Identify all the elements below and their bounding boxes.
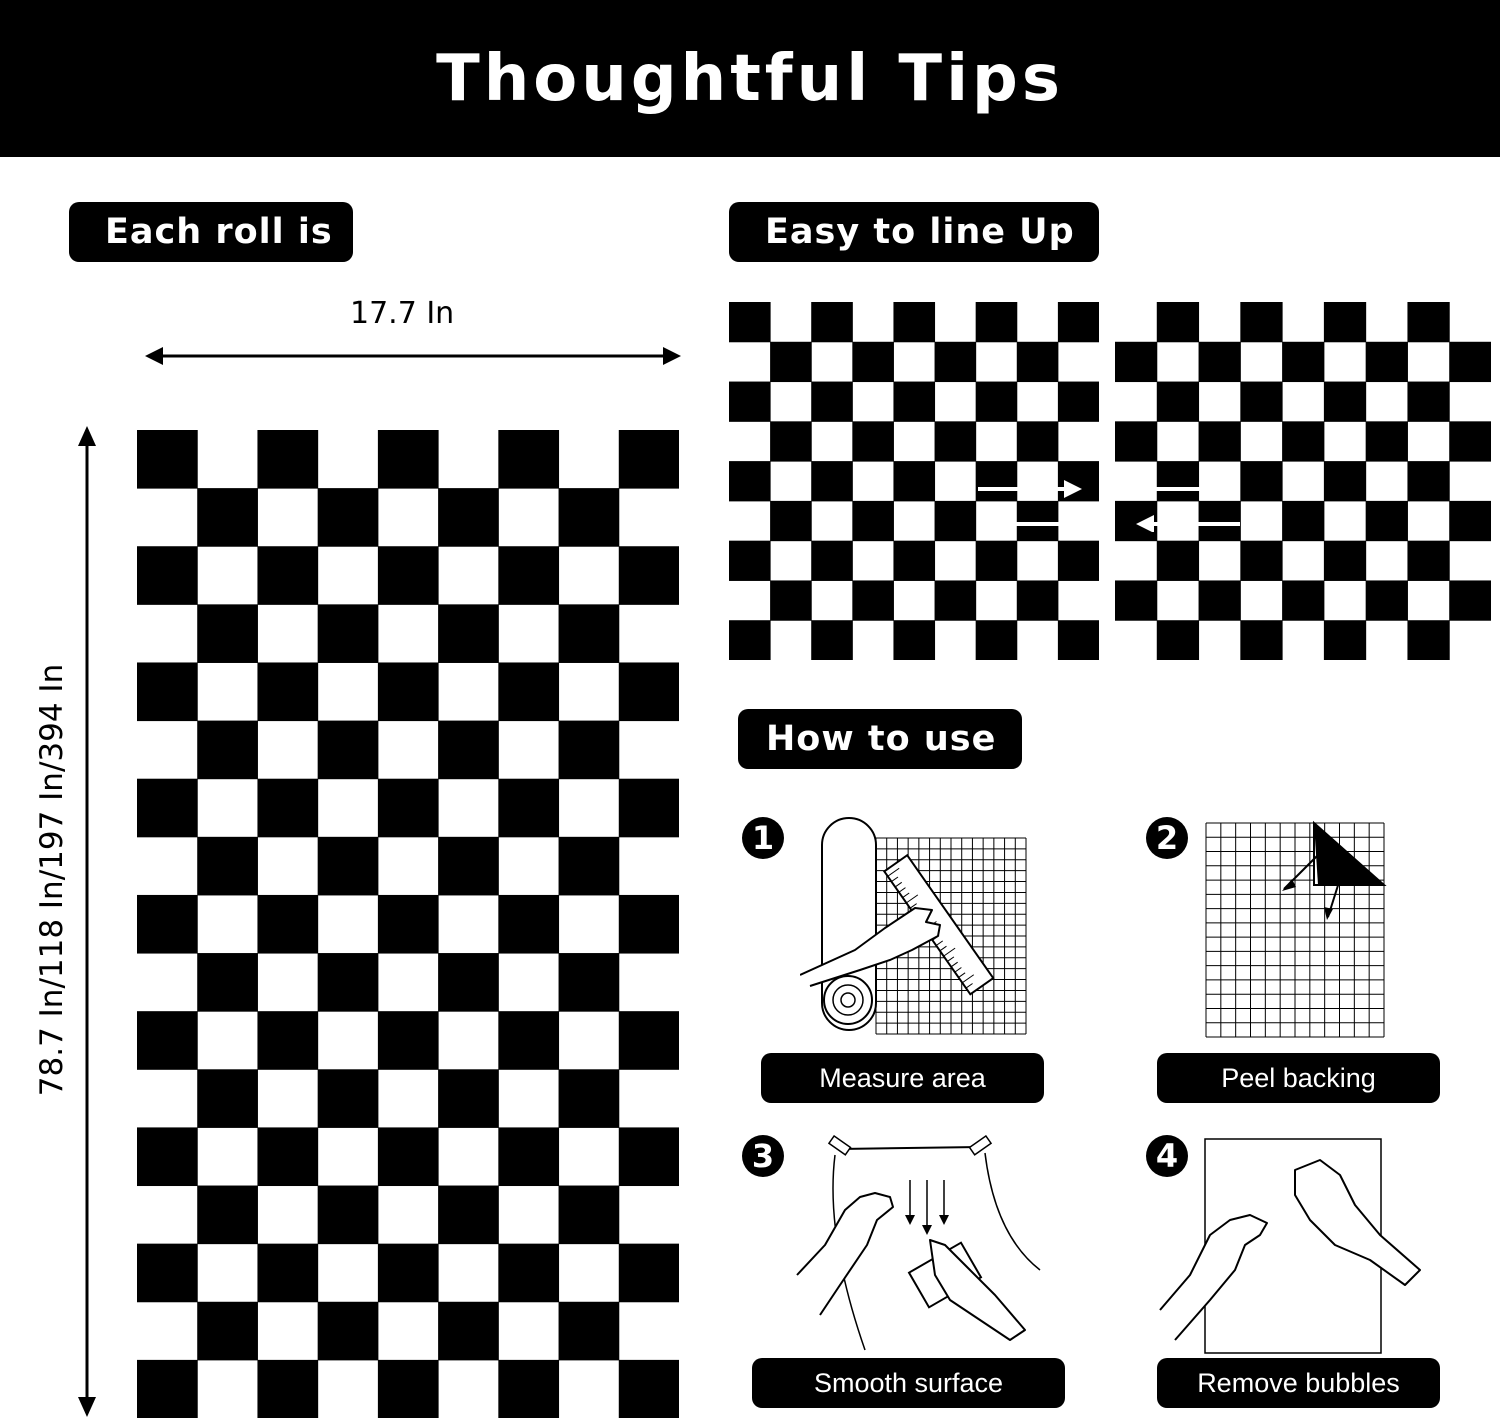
step-3-badge: 3 [742, 1135, 784, 1177]
measure-area-illustration [800, 810, 1030, 1040]
howto-heading [738, 709, 1022, 769]
page-title: Thoughtful Tips [436, 41, 1064, 116]
smooth-surface-illustration [795, 1135, 1045, 1355]
step-2-badge: 2 [1146, 817, 1188, 859]
lineup-heading-label: Easy to line Up [765, 212, 1075, 252]
step-4-label: Remove bubbles [1157, 1358, 1440, 1408]
step-3-label: Smooth surface [752, 1358, 1065, 1408]
remove-bubbles-illustration [1155, 1135, 1425, 1355]
peel-backing-illustration [1200, 815, 1390, 1040]
length-dimension-arrow [72, 424, 102, 1419]
alignment-arrows-left [1132, 472, 1242, 532]
lineup-heading [729, 202, 1099, 262]
roll-size-heading [69, 202, 353, 262]
step-4-badge: 4 [1146, 1135, 1188, 1177]
howto-heading-label: How to use [766, 719, 997, 759]
roll-size-heading-label: Each roll is [105, 212, 333, 252]
alignment-arrows-right [976, 472, 1086, 532]
step-1-badge: 1 [742, 817, 784, 859]
step-2-label: Peel backing [1157, 1053, 1440, 1103]
width-dimension-arrow [143, 341, 683, 371]
width-dimension-label: 17.7 In [350, 296, 455, 331]
header-banner [0, 0, 1500, 157]
length-dimension-label: 78.7 In/118 In/197 In/394 In [34, 663, 70, 1097]
roll-checkerboard [137, 430, 679, 1418]
step-1-label: Measure area [761, 1053, 1044, 1103]
